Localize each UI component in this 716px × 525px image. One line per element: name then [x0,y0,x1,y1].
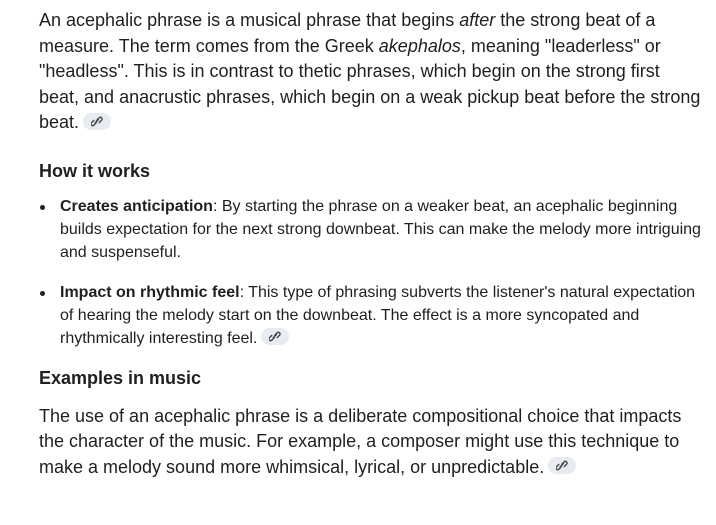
list-item-text: : This type of phrasing subverts the listener's natural expectation of hearing the melody start on the downbeat. The effect is a more syncopated and rhythmically interesting feel. [60,283,696,347]
response-content [39,8,703,480]
intro-text-2: the strong beat of a measure. The term comes from the Greek [39,10,656,56]
link-icon [269,331,281,342]
intro-emphasis-akephalos: akephalos [378,35,461,56]
intro-text-3: , meaning "leaderless" or "headless". This is in contrast to thetic phrases, which begin on the strong first beat, and anacrustic phrases, which begin on a weak pickup beat before the strong beat. [39,35,701,132]
source-link-chip[interactable] [261,328,289,345]
intro-emphasis-after: after [459,10,496,30]
intro-text-1: An acephalic phrase is a musical phrase that begins [39,10,460,30]
link-icon [556,460,568,471]
source-link-chip[interactable] [548,457,576,474]
intro-paragraph [39,8,703,136]
list-item-term: Creates anticipation [60,197,213,215]
list-item [39,281,703,350]
examples-text: The use of an acephalic phrase is a deliberate compositional choice that impacts the character of the music. For example, a composer might use this technique to make a melody sound more whimsical, lyrical, or unpredictable. [39,405,682,477]
how-it-works-heading: How it works [39,160,151,181]
examples-paragraph [39,404,703,481]
source-link-chip[interactable] [83,113,111,130]
list-item-text: : By starting the phrase on a weaker beat, an acephalic beginning builds expectation for the next strong downbeat. This can make the melody more intriguing and suspenseful. [60,197,701,261]
list-item-term: Impact on rhythmic feel [60,283,240,301]
link-icon [91,116,103,127]
examples-heading: Examples in music [39,367,202,388]
how-it-works-list [39,195,703,350]
list-item [39,195,703,264]
